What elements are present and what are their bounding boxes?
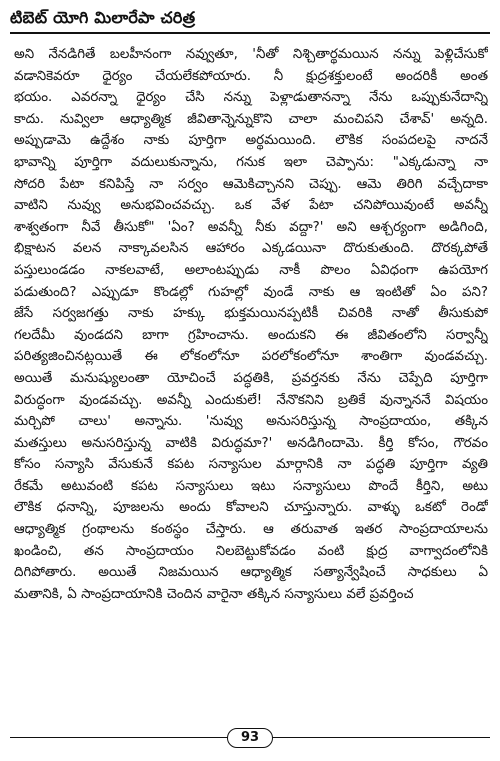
body-line: పడుతుంది? ఎప్పుడూ కొండల్లో గుహల్లో వుండే నాకు ఆ ఇంటితో ఏం పని? (14, 284, 488, 300)
body-line: సోదరి పేటా కనిపిస్తే నా సర్వం ఆమెకిచ్చానని చెప్పు. ఆమె తిరిగి వచ్చేదాకా (14, 176, 488, 192)
body-line: ఆధ్యాత్మిక గ్రంథాలను కంఠస్థం చేస్తారు. ఆ తరువాత ఇతర సాంప్రదాయాలను (14, 522, 488, 538)
body-line: శాశ్వతంగా నీవే తీసుకో" 'ఏం? అవన్నీ నీకు వద్దా?' అని ఆశ్చర్యంగా అడిగింది, (14, 219, 488, 235)
body-line: మర్చిపో చాలు' అన్నాను. 'నువ్వు అనుసరిస్తున్న సాంప్రదాయం, తక్కిన (14, 414, 488, 430)
body-line: పరిత్యజించినట్లయితే ఈ లోకంలోనూ పరలోకంలోనూ శాంతిగా వుండవచ్చు. (14, 349, 488, 365)
body-line: ఖండించి, తన సాంప్రదాయం నిలబెట్టుకోవడం వంటి క్షుద్ర వాగ్వాదంలోనికి (14, 543, 488, 559)
running-title: టిబెట్ యోగి మిలారేపా చరిత్ర (10, 8, 196, 27)
body-line: రేకమే అటువంటి కపట సన్యాసులు ఇటు సన్యాసులు పొందే కీర్తిని, అటు (14, 478, 488, 494)
body-line: కోసం సన్యాసి వేసుకునే కపట సన్యాసుల మార్గానికి నా పద్ధతి పూర్తిగా వ్యతి (14, 457, 488, 473)
body-line: వడానికెవరూ ధైర్యం చేయలేకపోయారు. నీ క్షుద్రశక్తులంటే అందరికీ అంత (14, 68, 488, 84)
body-line: మతస్తులు అనుసరిస్తున్న వాటికి విరుద్ధమా?' అనడిగిందామె. కీర్తి కోసం, గౌరవం (14, 435, 488, 451)
body-line: భయం. ఎవరన్నా ధైర్యం చేసి నన్ను పెళ్లాడుతానన్నా నేను ఒప్పుకునేదాన్ని (14, 90, 488, 106)
page-header (10, 6, 490, 34)
page-number: 93 (227, 728, 273, 748)
body-line: విరుద్ధంగా వుండవచ్చు. అవన్నీ ఎందుకులే! నేనొకనిని బ్రతికే వున్నాననే విషయం (14, 392, 488, 408)
body-line: కాదు. నువ్విలా ఆధ్యాత్మిక జీవితాన్నెన్నుకొని చాలా మంచిపని చేశావ్' అన్నది. (14, 111, 488, 127)
body-line: అప్పుడామె ఉద్దేశం నాకు పూర్తిగా అర్థమయింది. లౌకిక సంపదలపై నాదనే (14, 133, 488, 149)
body-text (14, 44, 488, 605)
body-line: జేసే సర్వజగత్తు నాకు హక్కు భుక్తమయినప్పటికీ చివరికి నాతో తీసుకుపో (14, 306, 488, 322)
body-line: భావాన్ని పూర్తిగా వదులుకున్నాను, గనుక ఇలా చెప్పాను: "ఎక్కడున్నా నా (14, 154, 488, 170)
body-line: లౌకిక ధనాన్ని, పూజలను అందు కోవాలని చూస్తున్నారు. వాళ్ళు ఒకటో రెండో (14, 500, 488, 516)
body-line: అని నేనడిగితే బలహీనంగా నవ్వుతూ, 'నీతో నిశ్చితార్థమయిన నన్ను పెళ్లిచేసుకో (14, 47, 488, 62)
body-line: గలదేమీ వుండదని బాగా గ్రహించాను. అందుకని ఈ జీవితంలోని సర్వాన్నీ (14, 327, 488, 343)
body-line: అయితే మనుష్యులంతా యోచించే పద్ధతికి, ప్రవర్తనకు నేను చెప్పేది పూర్తిగా (14, 370, 488, 386)
body-line: వాటిని నువ్వు అనుభవించవచ్చు. ఒక వేళ పేటా చనిపోయివుంటే అవన్నీ (14, 198, 488, 214)
body-line: పస్తులుండడం నాకలవాటే, అలాంటప్పుడు నాకీ పొలం ఏవిధంగా ఉపయోగ (14, 262, 488, 278)
body-line: దిగిపోతారు. అయితే నిజమయిన ఆధ్యాత్మిక సత్యాన్వేషించే సాధకులు ఏ (14, 565, 488, 581)
body-line: మతానికి, ఏ సాంప్రదాయానికి చెందిన వారైనా తక్కిన సన్యాసులు వలే ప్రవర్తించ (14, 586, 414, 602)
body-line: భిక్షాటన వలన నాక్కావలసిన ఆహారం ఎక్కడయినా దొరుకుతుంది. దొరక్కపోతే (14, 241, 488, 257)
